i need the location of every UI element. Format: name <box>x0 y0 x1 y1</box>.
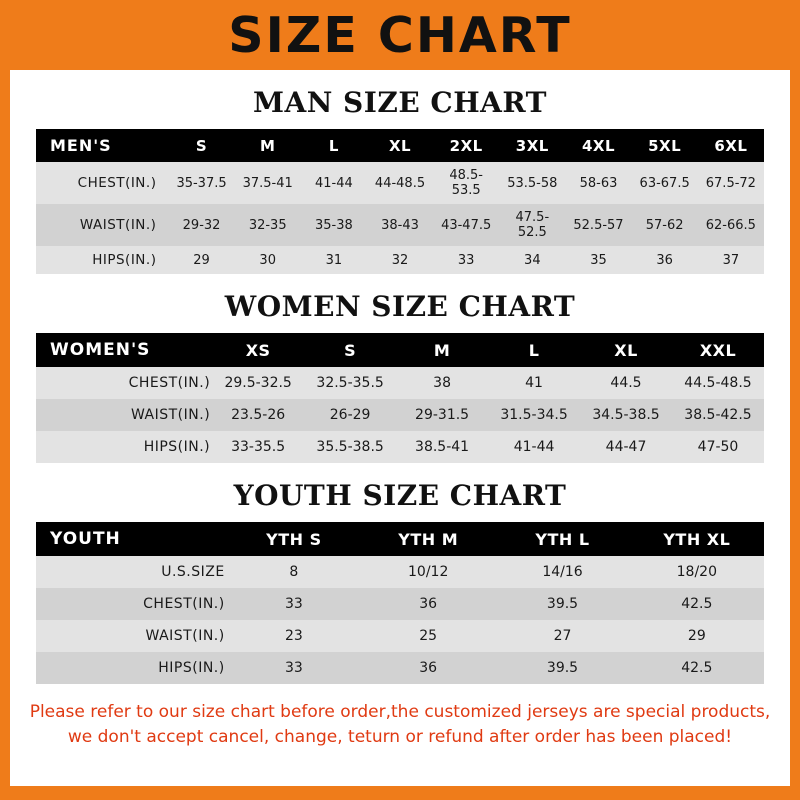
men-cell: 37.5-41 <box>242 175 293 191</box>
men-section-title: MAN SIZE CHART <box>253 86 547 119</box>
women-cell: 31.5-34.5 <box>500 407 568 423</box>
youth-col-header: YTH M <box>398 529 459 549</box>
youth-cell: 25 <box>419 628 438 644</box>
youth-header-row <box>36 522 764 556</box>
women-cell: 29-31.5 <box>415 407 470 423</box>
men-size-section <box>10 86 790 274</box>
table-row <box>36 367 764 399</box>
youth-row-label: CHEST(IN.) <box>143 596 225 612</box>
youth-cell: 23 <box>284 628 303 644</box>
men-cell: 37 <box>722 252 740 268</box>
men-col-header: 6XL <box>714 136 748 155</box>
youth-cell: 42.5 <box>681 596 713 612</box>
youth-cell: 33 <box>284 660 303 676</box>
men-col-header: 2XL <box>449 136 483 155</box>
men-cell: 36 <box>656 252 673 268</box>
men-table-head <box>36 129 764 162</box>
youth-row-label: U.S.SIZE <box>161 564 225 580</box>
women-row-label: HIPS(IN.) <box>143 439 211 455</box>
men-cell: 41-44 <box>314 175 353 191</box>
men-cell: 32-35 <box>248 217 287 233</box>
notice-line-2: we don't accept cancel, change, teturn or refund after order has been placed! <box>67 726 733 747</box>
women-size-table <box>36 333 764 463</box>
men-cell: 29-32 <box>182 217 221 233</box>
women-cell: 32.5-35.5 <box>316 375 384 391</box>
women-cell: 44.5-48.5 <box>684 375 752 391</box>
youth-cell: 29 <box>687 628 706 644</box>
table-row <box>36 652 764 684</box>
notice-line-1: Please refer to our size chart before order,the customized jerseys are special products, <box>29 702 771 722</box>
youth-cell: 42.5 <box>681 660 713 676</box>
women-col-header: S <box>344 340 357 360</box>
women-cell: 23.5-26 <box>231 407 286 423</box>
youth-row-label: WAIST(IN.) <box>145 628 225 644</box>
men-cell: 52.5-57 <box>573 217 624 233</box>
page-title: SIZE CHART <box>228 6 572 64</box>
men-col-header: 4XL <box>581 136 616 155</box>
men-col-header: 3XL <box>515 136 549 155</box>
men-cell: 58-63 <box>579 175 618 191</box>
women-cell: 29.5-32.5 <box>224 375 292 391</box>
women-table-head <box>36 333 764 367</box>
men-cell: 62-66.5 <box>705 217 756 233</box>
men-cell: 67.5-72 <box>705 175 756 191</box>
table-row <box>36 162 764 204</box>
women-cell: 44.5 <box>610 375 642 391</box>
men-cell: 32 <box>391 252 409 268</box>
women-size-section <box>10 290 790 463</box>
table-row <box>36 246 764 274</box>
women-cell: 38 <box>433 375 451 391</box>
men-col-header: XL <box>388 136 412 155</box>
youth-col-header: YTH XL <box>663 529 731 549</box>
men-cell: 35-37.5 <box>176 175 227 191</box>
women-section-title: WOMEN SIZE CHART <box>224 290 576 323</box>
youth-col-header: YTH L <box>535 529 590 549</box>
table-row <box>36 399 764 431</box>
youth-table-head <box>36 522 764 556</box>
youth-cell: 18/20 <box>676 564 717 580</box>
men-size-table <box>36 129 764 274</box>
youth-cell: 10/12 <box>408 564 449 580</box>
women-col-header: XS <box>245 340 271 360</box>
youth-size-section <box>10 479 790 684</box>
youth-cell: 33 <box>284 596 303 612</box>
men-header-row <box>36 129 764 162</box>
women-cell: 47-50 <box>697 439 739 455</box>
men-cell: 30 <box>259 252 276 268</box>
men-cell: 43-47.5 <box>441 217 492 233</box>
men-row-label: WAIST(IN.) <box>79 217 157 233</box>
men-cell: 35 <box>590 252 607 268</box>
men-cell: 34 <box>524 252 541 268</box>
table-row <box>36 556 764 588</box>
women-col-header: L <box>528 340 540 360</box>
men-col-header: M <box>259 136 276 155</box>
youth-cell: 27 <box>553 628 572 644</box>
women-cell: 41 <box>525 375 543 391</box>
women-col-header: XL <box>614 340 638 360</box>
women-header-row <box>36 333 764 367</box>
youth-section-title: YOUTH SIZE CHART <box>233 479 567 512</box>
youth-table-body <box>36 556 764 684</box>
men-col-header: 5XL <box>648 136 682 155</box>
header-bar <box>0 0 800 70</box>
men-table-body <box>36 162 764 274</box>
notice-text <box>10 700 790 749</box>
men-cell: 33 <box>457 252 475 268</box>
women-col-header: XXL <box>699 340 737 360</box>
men-cell: 63-67.5 <box>639 175 690 191</box>
youth-cell: 14/16 <box>542 564 583 580</box>
women-cell: 41-44 <box>513 439 555 455</box>
women-cell: 38.5-41 <box>415 439 470 455</box>
women-row-label: WAIST(IN.) <box>130 407 211 423</box>
men-cell: 31 <box>325 252 343 268</box>
table-row <box>36 431 764 463</box>
youth-col-header: YOUTH <box>50 529 121 549</box>
women-table-body <box>36 367 764 463</box>
women-cell: 44-47 <box>605 439 647 455</box>
youth-cell: 39.5 <box>546 596 579 612</box>
women-col-header: WOMEN'S <box>50 340 151 360</box>
youth-col-header: YTH S <box>266 529 322 549</box>
table-row <box>36 204 764 246</box>
youth-cell: 39.5 <box>546 660 579 676</box>
men-cell: 57-62 <box>645 217 684 233</box>
women-cell: 38.5-42.5 <box>684 407 752 423</box>
women-cell: 26-29 <box>329 407 371 423</box>
men-cell: 29 <box>193 252 210 268</box>
men-col-header: MEN'S <box>50 136 112 155</box>
table-row <box>36 620 764 652</box>
women-cell: 33-35.5 <box>231 439 286 455</box>
men-col-header: L <box>328 136 339 155</box>
table-row <box>36 588 764 620</box>
youth-cell: 8 <box>289 564 299 580</box>
men-cell: 35-38 <box>314 217 353 233</box>
men-cell: 44-48.5 <box>374 175 426 191</box>
women-col-header: M <box>433 340 451 360</box>
men-col-header: S <box>195 136 208 155</box>
footer-bar <box>0 786 800 800</box>
youth-cell: 36 <box>419 596 438 612</box>
men-cell: 53.5-58 <box>507 175 558 191</box>
youth-size-table <box>36 522 764 684</box>
men-cell: 38-43 <box>381 217 419 233</box>
youth-cell: 36 <box>419 660 438 676</box>
women-row-label: CHEST(IN.) <box>128 375 211 391</box>
men-cell: 47.5-52.5 <box>515 210 550 240</box>
men-row-label: HIPS(IN.) <box>92 252 157 268</box>
youth-row-label: HIPS(IN.) <box>158 660 225 676</box>
men-cell: 48.5-53.5 <box>449 168 483 198</box>
women-cell: 34.5-38.5 <box>592 407 660 423</box>
men-row-label: CHEST(IN.) <box>77 175 157 191</box>
women-cell: 35.5-38.5 <box>316 439 384 455</box>
